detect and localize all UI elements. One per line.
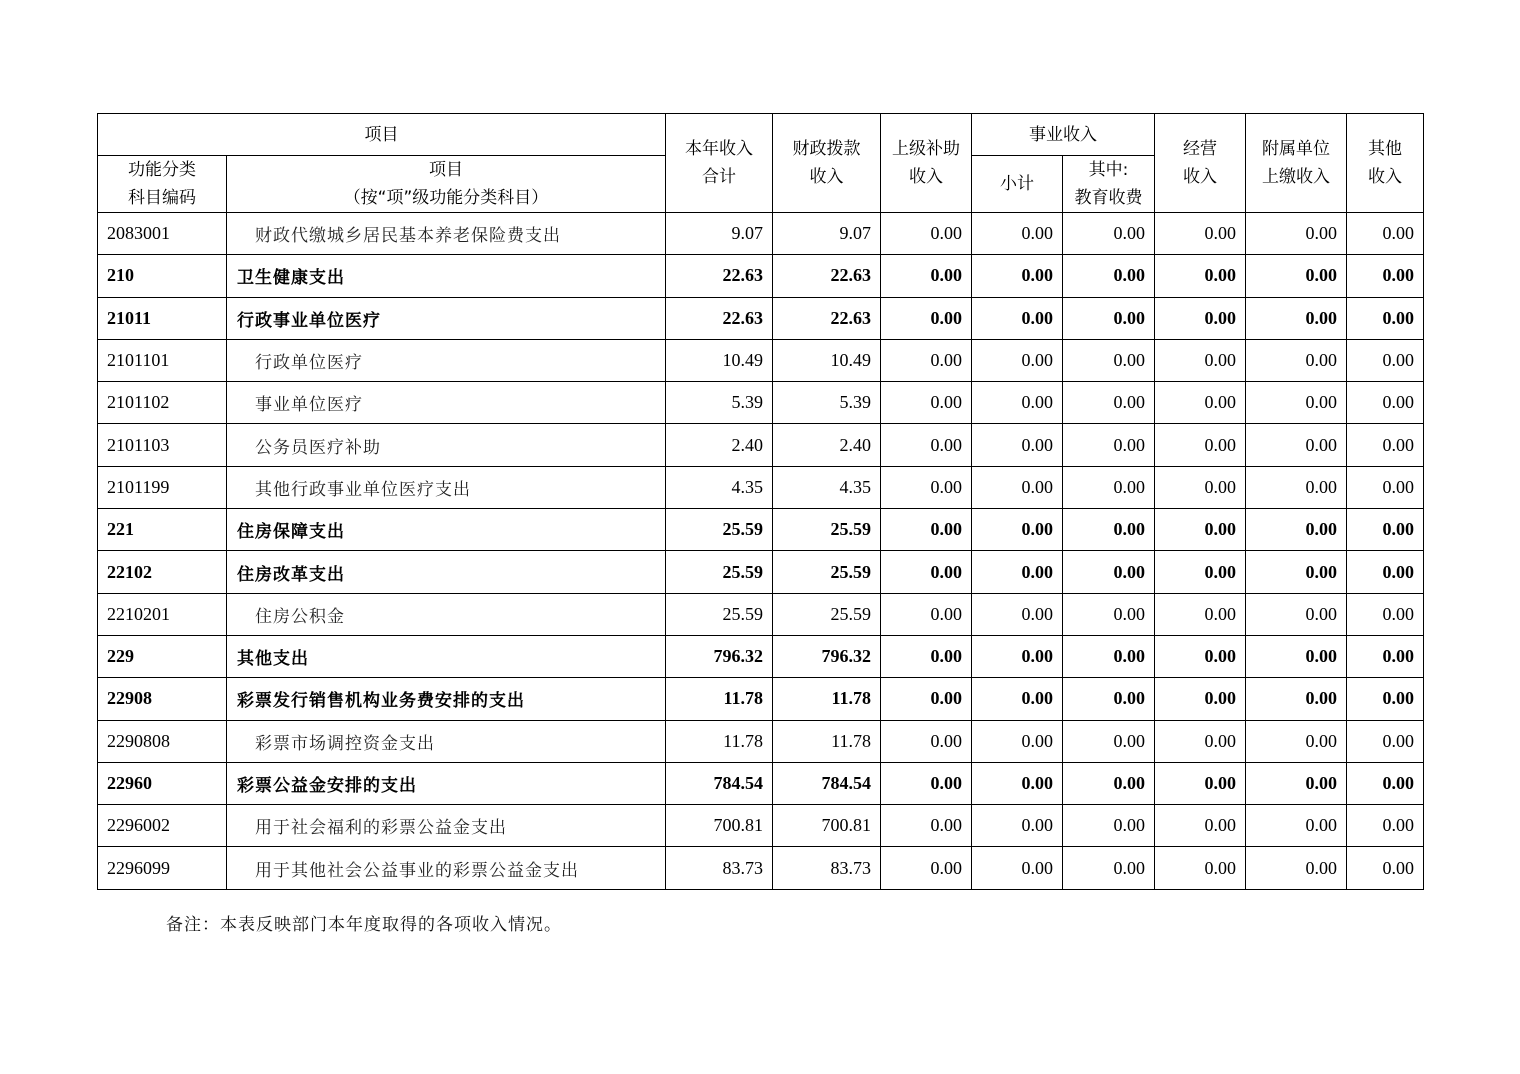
- header-operating: 经营 收入: [1155, 114, 1246, 213]
- amount-cell: 0.00: [881, 593, 972, 635]
- amount-cell: 0.00: [881, 213, 972, 255]
- amount-cell: 0.00: [1063, 509, 1155, 551]
- amount-cell: 22.63: [666, 297, 773, 339]
- amount-cell: 784.54: [666, 762, 773, 804]
- amount-cell: 0.00: [972, 762, 1063, 804]
- amount-cell: 25.59: [773, 593, 881, 635]
- amount-cell: 0.00: [1347, 424, 1424, 466]
- table-row: [98, 382, 1424, 424]
- amount-cell: 25.59: [773, 551, 881, 593]
- amount-cell: 0.00: [1246, 551, 1347, 593]
- amount-cell: 0.00: [881, 509, 972, 551]
- amount-cell: 0.00: [1155, 678, 1246, 720]
- header-of-which: 其中: 教育收费: [1063, 156, 1155, 213]
- table-row: [98, 424, 1424, 466]
- table-row: [98, 213, 1424, 255]
- amount-cell: 0.00: [1155, 593, 1246, 635]
- amount-cell: 0.00: [1155, 339, 1246, 381]
- amount-cell: 0.00: [972, 509, 1063, 551]
- project-name-cell: 事业单位医疗: [227, 382, 666, 424]
- amount-cell: 0.00: [881, 847, 972, 889]
- table-row: [98, 847, 1424, 889]
- amount-cell: 0.00: [1347, 762, 1424, 804]
- amount-cell: 0.00: [1063, 424, 1155, 466]
- function-code-cell: 210: [98, 255, 227, 297]
- amount-cell: 0.00: [972, 720, 1063, 762]
- amount-cell: 83.73: [666, 847, 773, 889]
- table-row: [98, 762, 1424, 804]
- project-name-cell: 行政单位医疗: [227, 339, 666, 381]
- amount-cell: 0.00: [1347, 255, 1424, 297]
- amount-cell: 0.00: [1155, 509, 1246, 551]
- amount-cell: 11.78: [666, 678, 773, 720]
- amount-cell: 796.32: [666, 635, 773, 677]
- amount-cell: 2.40: [773, 424, 881, 466]
- amount-cell: 83.73: [773, 847, 881, 889]
- amount-cell: 4.35: [773, 466, 881, 508]
- amount-cell: 700.81: [773, 805, 881, 847]
- amount-cell: 0.00: [972, 593, 1063, 635]
- amount-cell: 0.00: [1246, 382, 1347, 424]
- function-code-cell: 2101101: [98, 339, 227, 381]
- amount-cell: 11.78: [666, 720, 773, 762]
- amount-cell: 0.00: [1347, 847, 1424, 889]
- amount-cell: 0.00: [1246, 255, 1347, 297]
- amount-cell: 0.00: [972, 551, 1063, 593]
- amount-cell: 11.78: [773, 720, 881, 762]
- table-row: [98, 805, 1424, 847]
- amount-cell: 0.00: [1063, 762, 1155, 804]
- function-code-cell: 221: [98, 509, 227, 551]
- project-name-cell: 彩票市场调控资金支出: [227, 720, 666, 762]
- amount-cell: 0.00: [1246, 424, 1347, 466]
- amount-cell: 0.00: [972, 382, 1063, 424]
- amount-cell: 0.00: [881, 762, 972, 804]
- amount-cell: 0.00: [1063, 382, 1155, 424]
- function-code-cell: 21011: [98, 297, 227, 339]
- project-name-cell: 用于其他社会公益事业的彩票公益金支出: [227, 847, 666, 889]
- amount-cell: 0.00: [1347, 213, 1424, 255]
- amount-cell: 0.00: [1155, 297, 1246, 339]
- amount-cell: 2.40: [666, 424, 773, 466]
- table-row: [98, 593, 1424, 635]
- function-code-cell: 2296002: [98, 805, 227, 847]
- amount-cell: 0.00: [1246, 466, 1347, 508]
- table-row: [98, 635, 1424, 677]
- amount-cell: 0.00: [1246, 509, 1347, 551]
- function-code-cell: 2296099: [98, 847, 227, 889]
- amount-cell: 0.00: [881, 720, 972, 762]
- function-code-cell: 22908: [98, 678, 227, 720]
- amount-cell: 0.00: [972, 255, 1063, 297]
- amount-cell: 10.49: [773, 339, 881, 381]
- amount-cell: 0.00: [1246, 213, 1347, 255]
- amount-cell: 0.00: [1155, 551, 1246, 593]
- project-name-cell: 卫生健康支出: [227, 255, 666, 297]
- amount-cell: 0.00: [1347, 509, 1424, 551]
- table-row: [98, 297, 1424, 339]
- amount-cell: 0.00: [972, 339, 1063, 381]
- function-code-cell: 2290808: [98, 720, 227, 762]
- amount-cell: 0.00: [1155, 382, 1246, 424]
- amount-cell: 0.00: [881, 805, 972, 847]
- amount-cell: 0.00: [1246, 297, 1347, 339]
- amount-cell: 700.81: [666, 805, 773, 847]
- amount-cell: 22.63: [773, 255, 881, 297]
- amount-cell: 5.39: [773, 382, 881, 424]
- amount-cell: 25.59: [666, 509, 773, 551]
- function-code-cell: 22102: [98, 551, 227, 593]
- amount-cell: 0.00: [881, 635, 972, 677]
- amount-cell: 0.00: [1347, 678, 1424, 720]
- amount-cell: 0.00: [1347, 805, 1424, 847]
- amount-cell: 0.00: [1063, 678, 1155, 720]
- amount-cell: 25.59: [666, 551, 773, 593]
- header-fiscal: 财政拨款 收入: [773, 114, 881, 213]
- function-code-cell: 2083001: [98, 213, 227, 255]
- project-name-cell: 行政事业单位医疗: [227, 297, 666, 339]
- amount-cell: 22.63: [773, 297, 881, 339]
- project-name-cell: 住房改革支出: [227, 551, 666, 593]
- amount-cell: 0.00: [1246, 847, 1347, 889]
- table-body: [98, 213, 1424, 890]
- amount-cell: 25.59: [666, 593, 773, 635]
- header-business-group: 事业收入: [972, 114, 1155, 156]
- function-code-cell: 2210201: [98, 593, 227, 635]
- amount-cell: 0.00: [1347, 593, 1424, 635]
- table-row: [98, 678, 1424, 720]
- amount-cell: 0.00: [972, 678, 1063, 720]
- amount-cell: 0.00: [1347, 382, 1424, 424]
- header-superior: 上级补助 收入: [881, 114, 972, 213]
- amount-cell: 0.00: [1155, 847, 1246, 889]
- amount-cell: 0.00: [1063, 466, 1155, 508]
- amount-cell: 0.00: [1347, 466, 1424, 508]
- amount-cell: 9.07: [666, 213, 773, 255]
- amount-cell: 0.00: [1246, 593, 1347, 635]
- project-name-cell: 用于社会福利的彩票公益金支出: [227, 805, 666, 847]
- amount-cell: 0.00: [1246, 678, 1347, 720]
- header-project: 项目 （按“项”级功能分类科目）: [227, 156, 666, 213]
- amount-cell: 0.00: [881, 382, 972, 424]
- amount-cell: 0.00: [1246, 635, 1347, 677]
- amount-cell: 0.00: [1246, 762, 1347, 804]
- amount-cell: 0.00: [1063, 593, 1155, 635]
- amount-cell: 0.00: [1063, 339, 1155, 381]
- amount-cell: 0.00: [881, 424, 972, 466]
- project-name-cell: 其他行政事业单位医疗支出: [227, 466, 666, 508]
- amount-cell: 0.00: [1347, 551, 1424, 593]
- amount-cell: 25.59: [773, 509, 881, 551]
- amount-cell: 0.00: [1063, 297, 1155, 339]
- table-row: [98, 551, 1424, 593]
- amount-cell: 0.00: [1155, 635, 1246, 677]
- amount-cell: 0.00: [1246, 339, 1347, 381]
- header-other: 其他 收入: [1347, 114, 1424, 213]
- amount-cell: 0.00: [1347, 720, 1424, 762]
- amount-cell: 0.00: [1155, 213, 1246, 255]
- amount-cell: 0.00: [1246, 805, 1347, 847]
- amount-cell: 9.07: [773, 213, 881, 255]
- amount-cell: 0.00: [881, 297, 972, 339]
- amount-cell: 11.78: [773, 678, 881, 720]
- amount-cell: 0.00: [972, 297, 1063, 339]
- amount-cell: 0.00: [881, 678, 972, 720]
- amount-cell: 0.00: [1063, 635, 1155, 677]
- amount-cell: 796.32: [773, 635, 881, 677]
- amount-cell: 0.00: [1155, 466, 1246, 508]
- amount-cell: 0.00: [881, 466, 972, 508]
- amount-cell: 0.00: [1246, 720, 1347, 762]
- amount-cell: 0.00: [1155, 762, 1246, 804]
- amount-cell: 0.00: [1063, 255, 1155, 297]
- table-row: [98, 339, 1424, 381]
- amount-cell: 0.00: [1063, 805, 1155, 847]
- project-name-cell: 住房保障支出: [227, 509, 666, 551]
- amount-cell: 0.00: [1063, 551, 1155, 593]
- project-name-cell: 彩票发行销售机构业务费安排的支出: [227, 678, 666, 720]
- table-row: [98, 255, 1424, 297]
- amount-cell: 0.00: [1063, 847, 1155, 889]
- function-code-cell: 2101103: [98, 424, 227, 466]
- amount-cell: 0.00: [1063, 720, 1155, 762]
- project-name-cell: 其他支出: [227, 635, 666, 677]
- remark-note: 备注：本表反映部门本年度取得的各项收入情况。: [166, 915, 562, 935]
- amount-cell: 0.00: [1155, 424, 1246, 466]
- header-subtotal: 小计: [972, 156, 1063, 213]
- project-name-cell: 公务员医疗补助: [227, 424, 666, 466]
- amount-cell: 0.00: [881, 255, 972, 297]
- amount-cell: 0.00: [1155, 720, 1246, 762]
- project-name-cell: 住房公积金: [227, 593, 666, 635]
- amount-cell: 4.35: [666, 466, 773, 508]
- amount-cell: 0.00: [972, 847, 1063, 889]
- amount-cell: 0.00: [1347, 297, 1424, 339]
- table-row: [98, 466, 1424, 508]
- function-code-cell: 22960: [98, 762, 227, 804]
- amount-cell: 0.00: [972, 466, 1063, 508]
- income-table: [97, 113, 1424, 890]
- function-code-cell: 2101102: [98, 382, 227, 424]
- header-func-code: 功能分类 科目编码: [98, 156, 227, 213]
- header-project-group: 项目: [98, 114, 666, 156]
- amount-cell: 0.00: [881, 339, 972, 381]
- amount-cell: 22.63: [666, 255, 773, 297]
- amount-cell: 0.00: [1155, 255, 1246, 297]
- header-affiliated: 附属单位 上缴收入: [1246, 114, 1347, 213]
- amount-cell: 0.00: [1347, 339, 1424, 381]
- amount-cell: 0.00: [972, 213, 1063, 255]
- amount-cell: 0.00: [881, 551, 972, 593]
- amount-cell: 10.49: [666, 339, 773, 381]
- amount-cell: 5.39: [666, 382, 773, 424]
- amount-cell: 784.54: [773, 762, 881, 804]
- amount-cell: 0.00: [1063, 213, 1155, 255]
- amount-cell: 0.00: [972, 424, 1063, 466]
- function-code-cell: 229: [98, 635, 227, 677]
- project-name-cell: 财政代缴城乡居民基本养老保险费支出: [227, 213, 666, 255]
- project-name-cell: 彩票公益金安排的支出: [227, 762, 666, 804]
- header-row-1: [98, 114, 1424, 156]
- amount-cell: 0.00: [972, 635, 1063, 677]
- amount-cell: 0.00: [1155, 805, 1246, 847]
- amount-cell: 0.00: [1347, 635, 1424, 677]
- amount-cell: 0.00: [972, 805, 1063, 847]
- table-row: [98, 720, 1424, 762]
- header-total: 本年收入 合计: [666, 114, 773, 213]
- table-row: [98, 509, 1424, 551]
- function-code-cell: 2101199: [98, 466, 227, 508]
